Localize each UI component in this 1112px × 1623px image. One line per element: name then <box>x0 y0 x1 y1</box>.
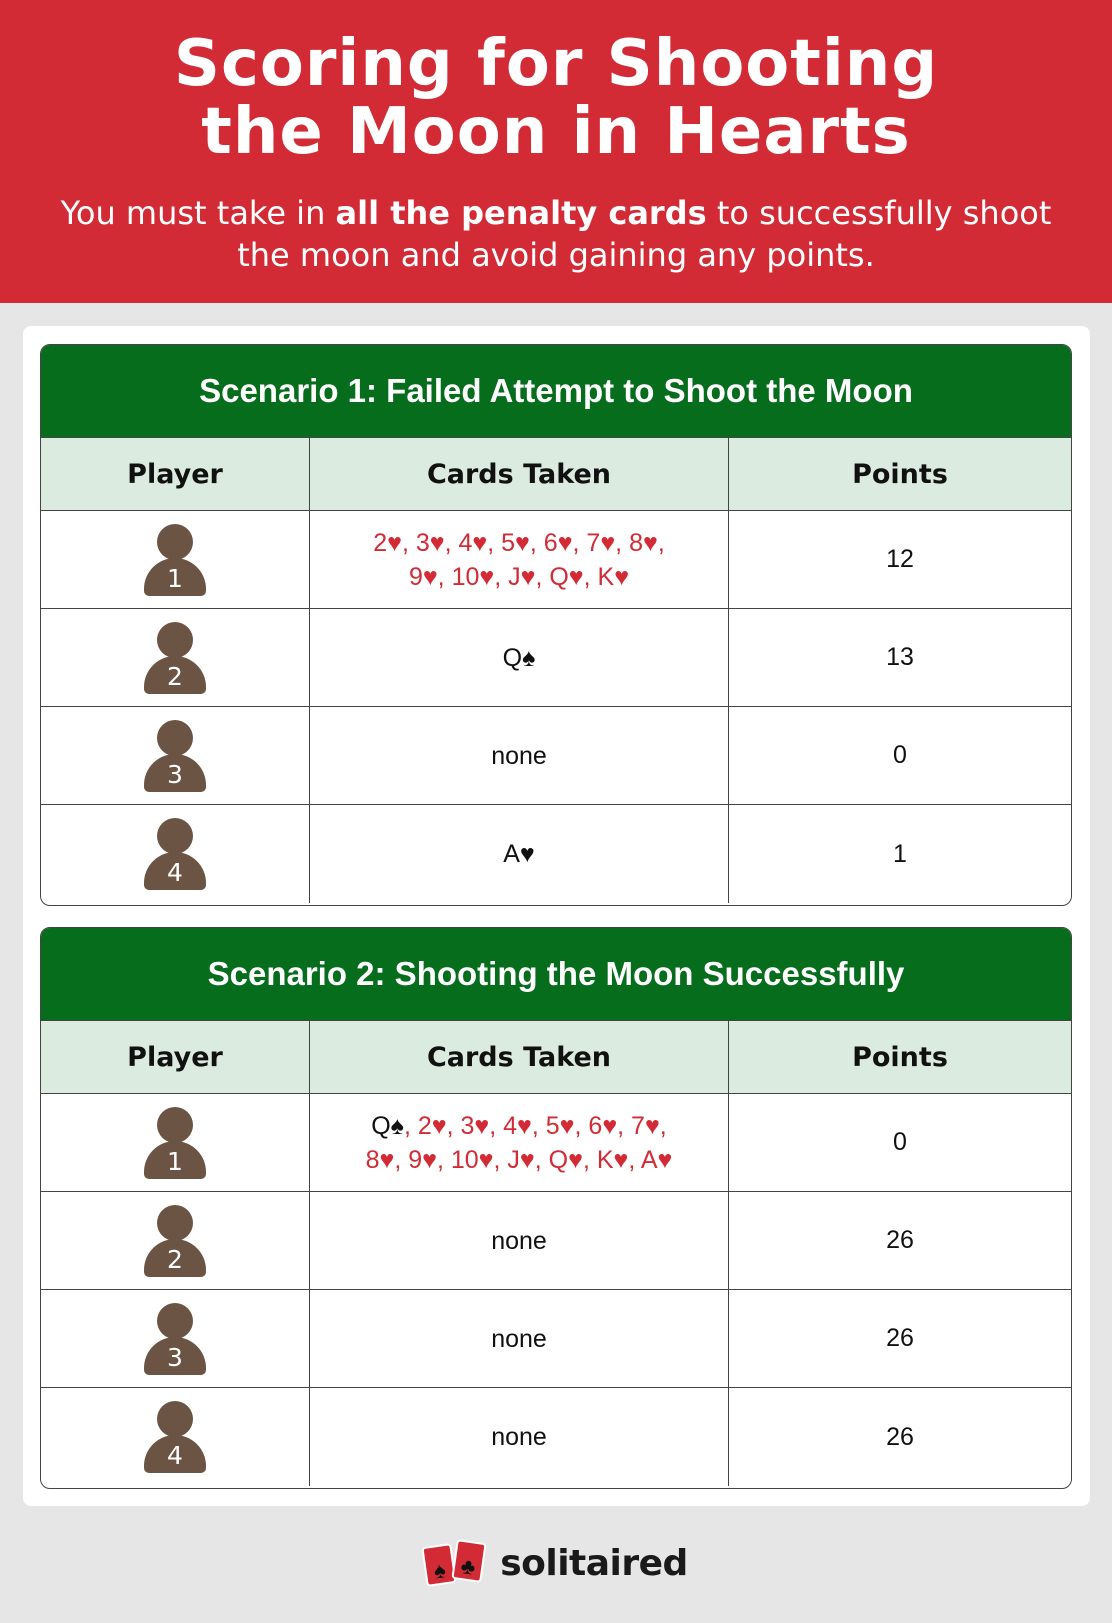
table-row <box>41 707 1071 805</box>
player-cell <box>41 805 310 903</box>
player-number: 1 <box>167 563 183 593</box>
footer-logo[interactable] <box>0 1538 1112 1588</box>
brand-name: solitaired <box>500 1542 688 1584</box>
table-row <box>41 609 1071 707</box>
subtitle-text: You must take in <box>60 194 336 232</box>
subtitle-text-end: to successfully shoot the moon and avoid gaining any points. <box>237 194 1052 274</box>
player-avatar-icon <box>144 622 206 694</box>
page-subtitle <box>60 192 1052 276</box>
table-row <box>41 1388 1071 1486</box>
player-number: 2 <box>167 661 183 691</box>
points-cell: 26 <box>886 1324 914 1352</box>
player-number: 3 <box>167 759 183 789</box>
player-number: 4 <box>167 1441 183 1470</box>
player-number: 3 <box>167 1342 183 1372</box>
points-cell: 26 <box>886 1422 914 1451</box>
table-row <box>41 805 1071 903</box>
player-cell <box>41 707 310 804</box>
player-avatar-icon <box>144 1401 206 1473</box>
player-number: 2 <box>167 1244 183 1274</box>
points-cell: 0 <box>893 741 907 769</box>
player-avatar-icon <box>144 1205 206 1277</box>
player-avatar-icon <box>144 720 206 792</box>
player-cell <box>41 1094 310 1191</box>
queen-spades: Q♠ <box>371 1111 404 1140</box>
hearts-list: , 2♥, 3♥, 4♥, 5♥, 6♥, 7♥, <box>403 1111 667 1140</box>
table-row <box>41 1094 1071 1192</box>
points-cell: 13 <box>886 643 914 671</box>
player-cell <box>41 1290 310 1387</box>
scenario-1-title: Scenario 1: Failed Attempt to Shoot the Moon <box>41 345 1071 438</box>
player-cell <box>41 609 310 706</box>
cards-line: 8♥, 9♥, 10♥, J♥, Q♥, K♥, A♥ <box>365 1145 673 1174</box>
cards-taken-cell: none <box>310 1290 729 1387</box>
player-cell <box>41 1388 310 1486</box>
column-header-player: Player <box>41 1021 310 1093</box>
cards-taken-cell: none <box>310 1192 729 1289</box>
scenario-2-title: Scenario 2: Shooting the Moon Successfully <box>41 928 1071 1021</box>
cards-taken-cell: none <box>310 1388 729 1486</box>
points-cell: 0 <box>893 1128 907 1156</box>
cards-line: 9♥, 10♥, J♥, Q♥, K♥ <box>408 562 630 591</box>
cards-taken-cell: Q♠ <box>310 609 729 706</box>
column-header-points: Points <box>852 458 948 490</box>
title-line-1: Scoring for Shooting <box>173 27 939 101</box>
content-panel <box>23 326 1090 1506</box>
points-cell: 12 <box>886 545 914 573</box>
player-cell <box>41 1192 310 1289</box>
table-row <box>41 511 1071 609</box>
cards-taken-cell <box>310 1094 729 1191</box>
player-avatar-icon <box>144 818 206 890</box>
points-cell: 26 <box>886 1226 914 1254</box>
title-line-2: the Moon in Hearts <box>201 95 911 169</box>
column-header-player: Player <box>41 438 310 510</box>
cards-line: 2♥, 3♥, 4♥, 5♥, 6♥, 7♥, 8♥, <box>373 528 665 557</box>
points-cell: 1 <box>893 839 907 868</box>
scenario-2-table <box>40 927 1072 1489</box>
table-header-row <box>41 1021 1071 1094</box>
playing-cards-icon: ♠ ♣ <box>424 1541 490 1585</box>
cards-taken-cell <box>310 511 729 608</box>
cards-taken-cell: none <box>310 707 729 804</box>
table-header-row <box>41 438 1071 511</box>
player-cell <box>41 511 310 608</box>
table-row <box>41 1192 1071 1290</box>
cards-taken-cell: A♥ <box>310 805 729 903</box>
player-number: 1 <box>167 1146 183 1176</box>
subtitle-emphasis: all the penalty cards <box>335 194 707 232</box>
page-title <box>0 27 1112 169</box>
player-avatar-icon <box>144 1303 206 1375</box>
player-avatar-icon <box>144 1107 206 1179</box>
column-header-cards: Cards Taken <box>310 438 729 510</box>
column-header-cards: Cards Taken <box>310 1021 729 1093</box>
cards-line <box>366 1109 673 1143</box>
player-avatar-icon <box>144 524 206 596</box>
scenario-1-table <box>40 344 1072 906</box>
header-banner <box>0 0 1112 303</box>
column-header-points: Points <box>852 1041 948 1073</box>
table-row <box>41 1290 1071 1388</box>
player-number: 4 <box>167 858 183 887</box>
